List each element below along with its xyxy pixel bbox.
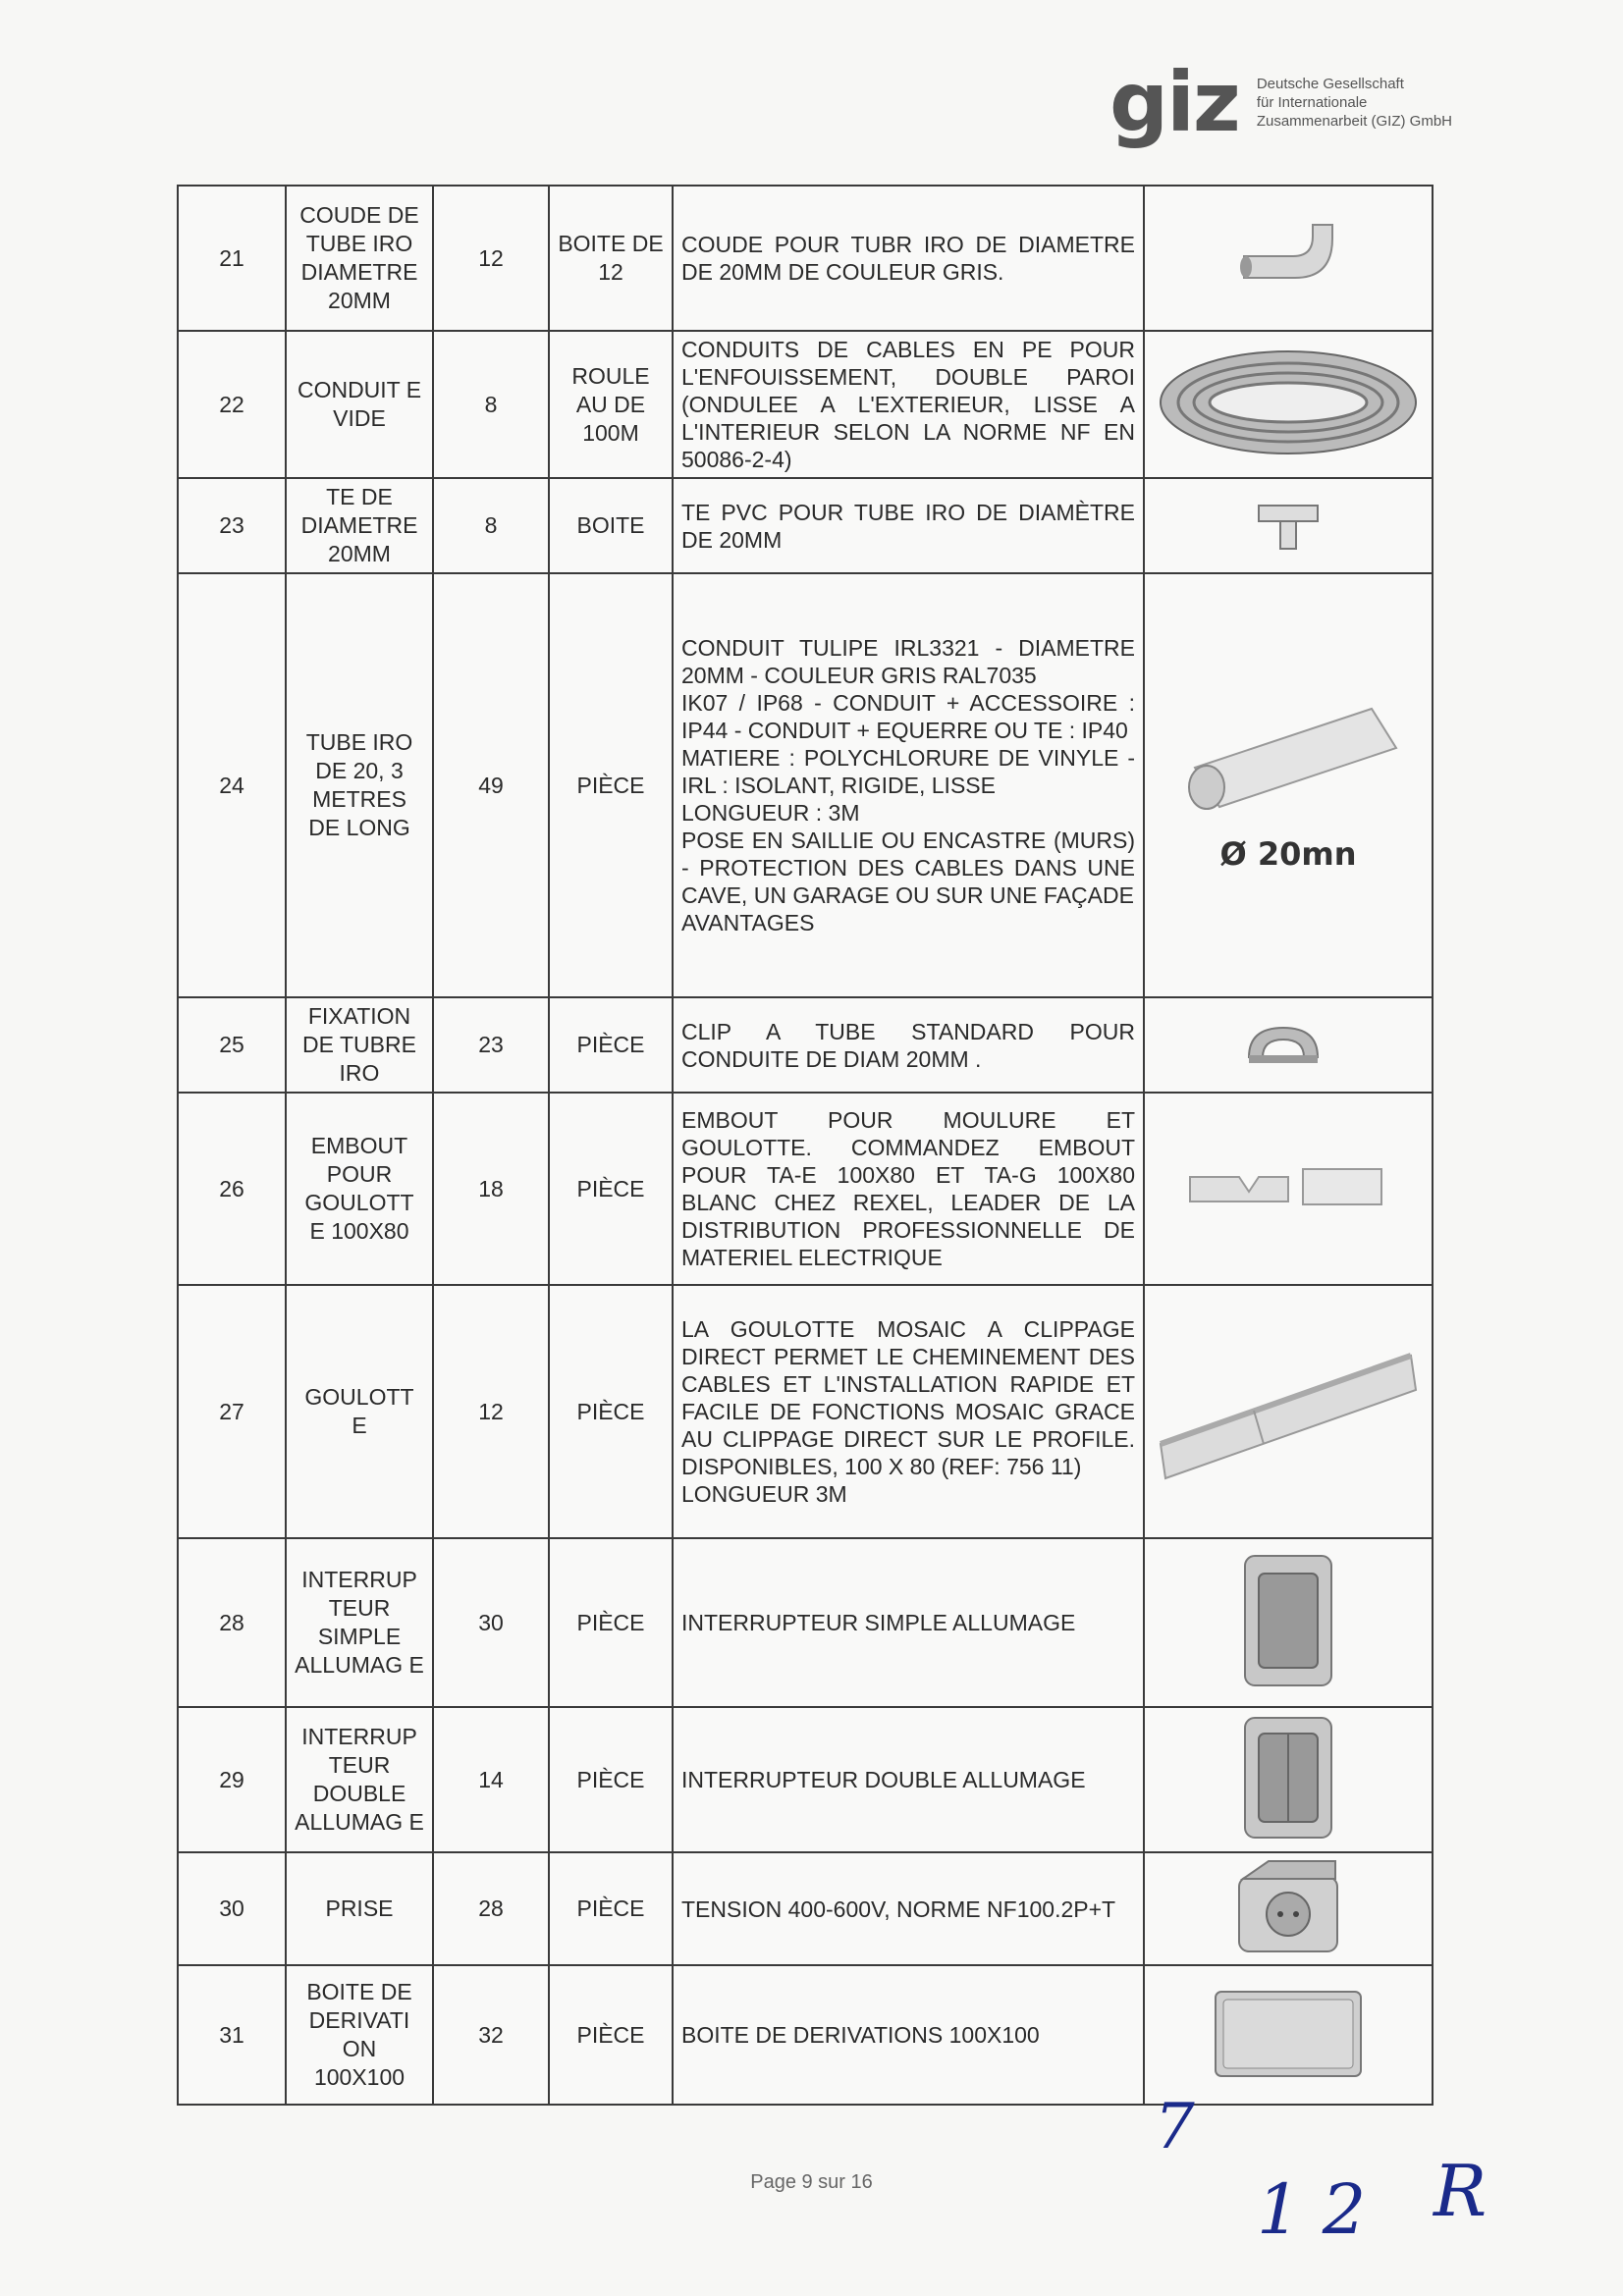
switch-double-image: [1239, 1714, 1337, 1842]
item-designation: PRISE: [286, 1852, 433, 1965]
item-unit: PIÈCE: [549, 1538, 673, 1707]
spec-line: LA GOULOTTE MOSAIC A CLIPPAGE DIRECT PERMET LE CHEMINEMENT DES CABLES ET L'INSTALLATION RAPIDE ET FACILE DE FONCTIONS MOSAIC GRACE AU CLIPPAGE DIRECT SUR LE PROFILE. DISPONIBLES, 100 X 80 (REF: 756 11): [681, 1316, 1135, 1479]
spec-line: MATIERE : POLYCHLORURE DE VINYLE - IRL : ISOLANT, RIGIDE, LISSE: [681, 745, 1135, 798]
item-unit: PIÈCE: [549, 1707, 673, 1852]
item-image-cell: [1144, 186, 1433, 331]
item-image-cell: [1144, 1707, 1433, 1852]
item-designation: GOULOTT E: [286, 1285, 433, 1538]
item-number: 30: [178, 1852, 286, 1965]
item-image-cell: [1144, 997, 1433, 1093]
item-image-cell: [1144, 1852, 1433, 1965]
item-specification: [673, 1093, 1144, 1285]
table-row: [178, 1707, 1433, 1852]
logo-line: für Internationale: [1256, 93, 1368, 111]
logo-mark: giz: [1109, 54, 1239, 150]
item-image-cell: [1144, 1965, 1433, 2105]
item-designation: TUBE IRO DE 20, 3 METRES DE LONG: [286, 573, 433, 997]
spec-line: BOITE DE DERIVATIONS 100X100: [681, 2022, 1040, 2048]
handwritten-initials: R: [1434, 2150, 1488, 2232]
handwritten-mark: 1 2: [1257, 2169, 1367, 2250]
logo-text: [1257, 75, 1452, 131]
item-specification: [673, 573, 1144, 997]
item-quantity: 8: [433, 478, 549, 573]
item-specification: [673, 331, 1144, 478]
item-designation: COUDE DE TUBE IRO DIAMETRE 20MM: [286, 186, 433, 331]
trunking-image: [1156, 1336, 1421, 1483]
item-specification: [673, 1852, 1144, 1965]
item-quantity: 18: [433, 1093, 549, 1285]
junction-box-image: [1210, 1984, 1367, 2082]
item-image-cell: [1144, 573, 1433, 997]
item-image-cell: [1144, 1538, 1433, 1707]
item-unit: BOITE: [549, 478, 673, 573]
item-number: 29: [178, 1707, 286, 1852]
item-image-cell: [1144, 478, 1433, 573]
page-number: Page 9 sur 16: [750, 2171, 873, 2193]
spec-line: POSE EN SAILLIE OU ENCASTRE (MURS) - PROTECTION DES CABLES DANS UNE CAVE, UN GARAGE OU SUR UNE FAÇADE: [681, 828, 1135, 908]
item-quantity: 8: [433, 331, 549, 478]
table-row: [178, 1285, 1433, 1538]
item-designation: EMBOUT POUR GOULOTT E 100X80: [286, 1093, 433, 1285]
spec-line: INTERRUPTEUR SIMPLE ALLUMAGE: [681, 1610, 1076, 1635]
item-specification: [673, 186, 1144, 331]
table-row: [178, 331, 1433, 478]
item-number: 22: [178, 331, 286, 478]
item-unit: PIÈCE: [549, 1285, 673, 1538]
item-designation: INTERRUP TEUR SIMPLE ALLUMAG E: [286, 1538, 433, 1707]
item-designation: FIXATION DE TUBRE IRO: [286, 997, 433, 1093]
item-unit: BOITE DE 12: [549, 186, 673, 331]
spec-line: INTERRUPTEUR DOUBLE ALLUMAGE: [681, 1767, 1086, 1792]
socket-image: [1229, 1857, 1347, 1955]
item-designation: TE DE DIAMETRE 20MM: [286, 478, 433, 573]
item-designation: CONDUIT E VIDE: [286, 331, 433, 478]
spec-line: LONGUEUR 3M: [681, 1481, 847, 1507]
item-specification: [673, 1707, 1144, 1852]
table-row: [178, 1852, 1433, 1965]
item-number: 24: [178, 573, 286, 997]
table-row: [178, 186, 1433, 331]
item-unit: ROULE AU DE 100M: [549, 331, 673, 478]
spec-line: EMBOUT POUR MOULURE ET GOULOTTE. COMMANDEZ EMBOUT POUR TA-E 100X80 ET TA-G 100X80 BLANC CHEZ REXEL, LEADER DE LA DISTRIBUTION PROFESSIONNELLE DE MATERIEL ELECTRIQUE: [681, 1107, 1135, 1270]
spec-line: IK07 / IP68 - CONDUIT + ACCESSOIRE : IP44 - CONDUIT + EQUERRE OU TE : IP40: [681, 690, 1135, 743]
item-unit: PIÈCE: [549, 1093, 673, 1285]
clip-image: [1239, 1018, 1337, 1067]
item-quantity: 14: [433, 1707, 549, 1852]
item-number: 28: [178, 1538, 286, 1707]
handwritten-mark: 7: [1155, 2091, 1195, 2163]
item-quantity: 32: [433, 1965, 549, 2105]
table-row: [178, 997, 1433, 1093]
item-specification: [673, 1538, 1144, 1707]
item-number: 21: [178, 186, 286, 331]
item-specification: [673, 1965, 1144, 2105]
item-unit: PIÈCE: [549, 1852, 673, 1965]
item-specification: [673, 478, 1144, 573]
table-row: [178, 478, 1433, 573]
table-row: [178, 573, 1433, 997]
spec-line: CONDUIT TULIPE IRL3321 - DIAMETRE 20MM - COULEUR GRIS RAL7035: [681, 635, 1135, 688]
tube-image: [1175, 699, 1401, 827]
item-unit: PIÈCE: [549, 1965, 673, 2105]
item-number: 27: [178, 1285, 286, 1538]
item-image-cell: [1144, 1093, 1433, 1285]
items-table: [177, 185, 1434, 2106]
item-unit: PIÈCE: [549, 997, 673, 1093]
table-row: [178, 1965, 1433, 2105]
logo-line: Zusammenarbeit (GIZ) GmbH: [1256, 112, 1453, 130]
spec-line: TENSION 400-600V, NORME NF100.2P+T: [681, 1896, 1116, 1922]
spec-line: COUDE POUR TUBR IRO DE DIAMETRE DE 20MM DE COULEUR GRIS.: [681, 232, 1135, 285]
item-designation: BOITE DE DERIVATI ON 100X100: [286, 1965, 433, 2105]
item-quantity: 49: [433, 573, 549, 997]
spec-line: CONDUITS DE CABLES EN PE POUR L'ENFOUISSEMENT, DOUBLE PAROI (ONDULEE A L'EXTERIEUR, LISSE A L'INTERIEUR SELON LA NORME NF EN 50086-2-4): [681, 337, 1135, 472]
item-quantity: 28: [433, 1852, 549, 1965]
spec-line: LONGUEUR : 3M: [681, 800, 860, 826]
item-number: 23: [178, 478, 286, 573]
logo-line: Deutsche Gesellschaft: [1256, 75, 1404, 92]
switch-single-image: [1239, 1552, 1337, 1689]
spec-line: TE PVC POUR TUBE IRO DE DIAMÈTRE DE 20MM: [681, 499, 1135, 553]
item-quantity: 12: [433, 1285, 549, 1538]
spec-line: CLIP A TUBE STANDARD POUR CONDUITE DE DIAM 20MM .: [681, 1018, 1135, 1072]
item-number: 26: [178, 1093, 286, 1285]
item-designation: INTERRUP TEUR DOUBLE ALLUMAG E: [286, 1707, 433, 1852]
endcap-image: [1180, 1157, 1396, 1216]
item-image-cell: [1144, 331, 1433, 478]
table-row: [178, 1093, 1433, 1285]
item-quantity: 30: [433, 1538, 549, 1707]
item-specification: [673, 997, 1144, 1093]
elbow-image: [1234, 217, 1342, 295]
diameter-label: Ø 20mn: [1219, 834, 1357, 873]
item-specification: [673, 1285, 1144, 1538]
item-number: 25: [178, 997, 286, 1093]
item-number: 31: [178, 1965, 286, 2105]
giz-logo: [1109, 54, 1453, 150]
item-image-cell: [1144, 1285, 1433, 1538]
spec-line: AVANTAGES: [681, 910, 815, 935]
tee-image: [1254, 494, 1323, 553]
coil-image: [1156, 344, 1421, 461]
item-unit: PIÈCE: [549, 573, 673, 997]
item-quantity: 12: [433, 186, 549, 331]
item-quantity: 23: [433, 997, 549, 1093]
table-row: [178, 1538, 1433, 1707]
